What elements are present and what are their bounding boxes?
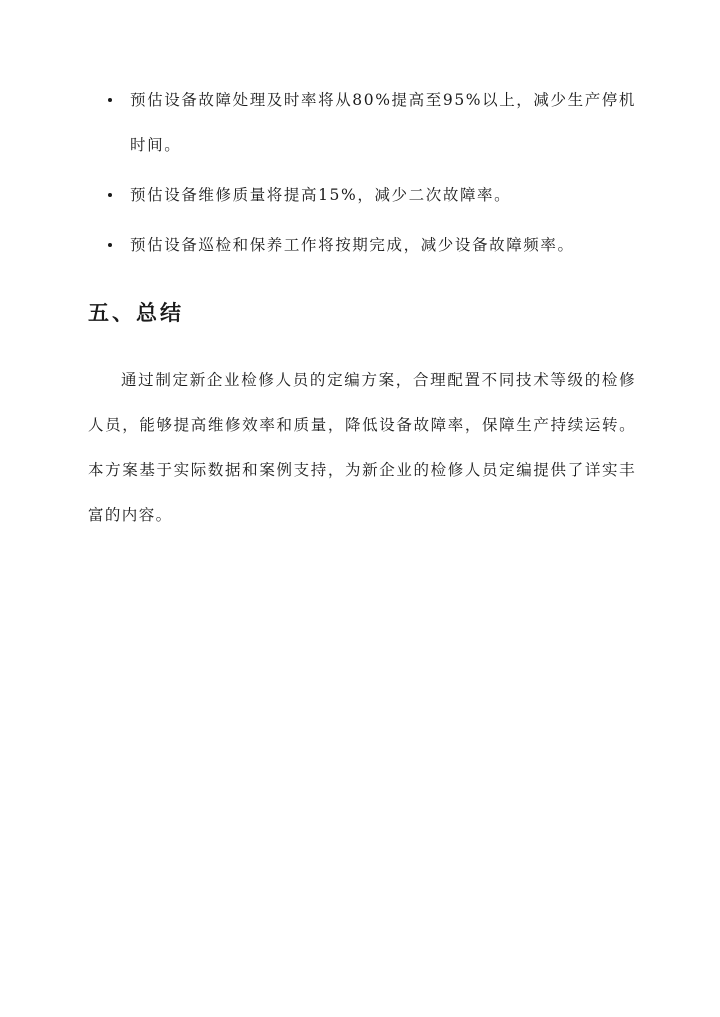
list-item <box>88 173 648 218</box>
bullet-icon <box>108 243 112 247</box>
bullet-icon <box>108 98 112 102</box>
bullet-list <box>88 78 648 273</box>
list-item-text: 预估设备巡检和保养工作将按期完成，减少设备故障频率。 <box>130 236 575 254</box>
list-item-text: 预估设备维修质量将提高15%，减少二次故障率。 <box>130 186 512 204</box>
list-item <box>88 78 648 168</box>
section-heading: 五、总结 <box>88 300 184 325</box>
summary-paragraph: 通过制定新企业检修人员的定编方案，合理配置不同技术等级的检修人员，能够提高维修效率和质量，降低设备故障率，保障生产持续运转。本方案基于实际数据和案例支持，为新企业的检修人员定编提供了详实丰富的内容。 <box>88 371 636 524</box>
list-item-text: 预估设备故障处理及时率将从80%提高至95%以上，减少生产停机时间。 <box>130 91 637 154</box>
list-item <box>88 223 648 268</box>
bullet-icon <box>108 193 112 197</box>
